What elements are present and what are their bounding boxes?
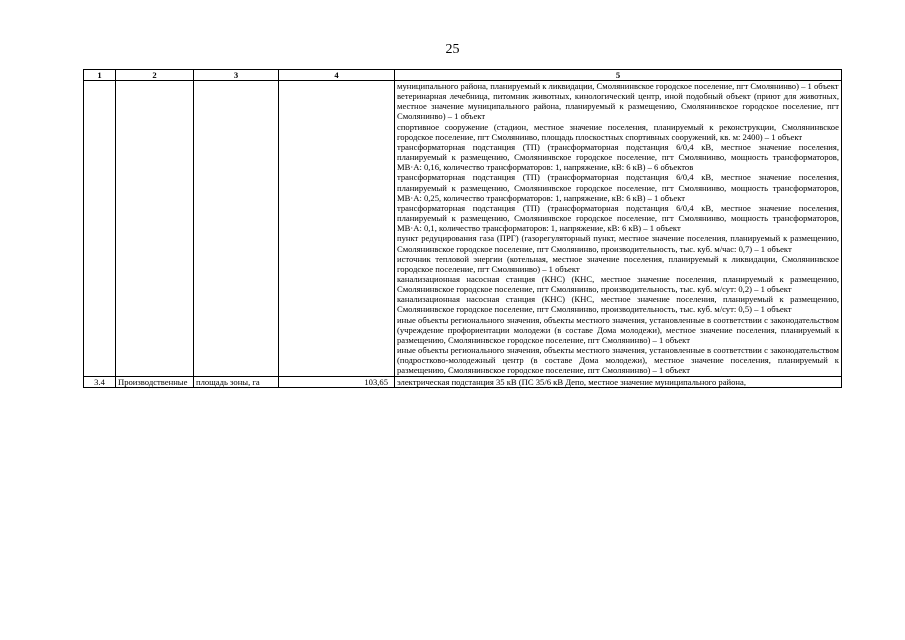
object-paragraph: канализационная насосная станция (КНС) (КНС, местное значение поселения, планируемый к размещению, Смолянинвское городское поселение, пгт Смолянинво, производительность, тыс. куб. м/сут: 0,5) – 1 объект	[397, 294, 839, 315]
object-paragraph: муниципального района, планируемый к ликвидации, Смолянинвское городское поселение, пгт Смолянинво) – 1 объект	[397, 81, 839, 91]
object-paragraph: источник тепловой энергии (котельная, местное значение поселения, планируемый к ликвидации, Смолянинвское городское поселение, пгт Смолянинво) – 1 объект	[397, 253, 839, 274]
object-paragraph: ветеринарная лечебница, питомник животных, кинологический центр, иной подобный объект (приют для животных, местное значение муниципального района, планируемый к размещению, Смолянинвское городское поселение, пгт Смолянинво) – 1 объект	[397, 91, 839, 122]
object-paragraph: иные объекты регионального значения, объекты местного значения, установленные в соответствии с законодательством (учреждение профориентации молодежи (в составе Дома молодежи), местное значение поселения, планируемый к размещению, Смолянинвское городское поселение, пгт Смолянинво) – 1 объект	[397, 314, 839, 345]
cell-objects	[395, 81, 842, 377]
table-row-continued	[84, 81, 842, 377]
cell-objects-first-line: электрическая подстанция 35 кВ (ПС 35/6 кВ Депо, местное значение муниципального района,	[395, 376, 842, 387]
table-row-3-4	[84, 376, 842, 387]
header-col-2: 2	[116, 70, 194, 81]
header-row	[84, 70, 842, 81]
object-paragraph: пункт редуцирования газа (ПРГ) (газорегуляторный пункт, местное значение поселения, планируемый к размещению, Смолянинвское городское поселение, пгт Смолянинво, производительность, тыс. куб. м/час: 0,7) – 1 объект	[397, 233, 839, 254]
object-paragraph: канализационная насосная станция (КНС) (КНС, местное значение поселения, планируемый к размещению, Смолянинвское городское поселение, пгт Смолянинво, производительность, тыс. куб. м/сут: 0,2) – 1 объект	[397, 273, 839, 295]
object-paragraph: трансформаторная подстанция (ТП) (трансформаторная подстанция 6/0,4 кВ, местное значение поселения, планируемый к размещению, Смолянинвское городское поселение, пгт Смолянинво, мощность трансформаторов, МВ·А: 0,1, количество трансформаторов: 1, напряжение, кВ: 6 кВ) – 1 объект	[397, 202, 839, 234]
cell-param-empty	[194, 81, 279, 377]
header-col-5: 5	[395, 70, 842, 81]
zones-table	[83, 69, 842, 388]
header-col-1: 1	[84, 70, 116, 81]
page-number: 25	[445, 42, 460, 57]
object-paragraph: спортивное сооружение (стадион, местное значение поселения, планируемый к реконструкции, Смолянинвское городское поселение, пгт Смолянинво, площадь плоскостных спортивных сооружений, кв. м: 2400) – 1 объект	[397, 121, 839, 142]
cell-row-number: 3.4	[84, 376, 116, 387]
object-paragraph: иные объекты регионального значения, объекты местного значения, установленные в соответствии с законодательством (подростково-молодежный центр (в составе Дома молодежи), местное значение поселения, планируемый к размещению, Смолянинвское городское поселение, пгт Смолянинво) – 1 объект	[397, 345, 839, 376]
object-paragraph: трансформаторная подстанция (ТП) (трансформаторная подстанция 6/0,4 кВ, местное значение поселения, планируемый к размещению, Смолянинвское городское поселение, пгт Смолянинво, мощность трансформаторов, МВ·А: 0,25, количество трансформаторов: 1, напряжение, кВ: 6 кВ) – 1 объект	[397, 172, 839, 203]
header-col-3: 3	[194, 70, 279, 81]
cell-type-empty	[116, 81, 194, 377]
cell-zone-type: Производственные	[116, 376, 194, 387]
cell-value-empty	[279, 81, 395, 377]
object-paragraph: трансформаторная подстанция (ТП) (трансформаторная подстанция 6/0,4 кВ, местное значение поселения, планируемый к размещению, Смолянинвское городское поселение, пгт Смолянинво, мощность трансформаторов, МВ·А: 0,16, количество трансформаторов: 1, напряжение, кВ: 6 кВ) – 6 объектов	[397, 141, 839, 173]
header-col-4: 4	[279, 70, 395, 81]
cell-value: 103,65	[279, 376, 395, 387]
cell-parameter: площадь зоны, га	[194, 376, 279, 387]
cell-num-empty	[84, 81, 116, 377]
